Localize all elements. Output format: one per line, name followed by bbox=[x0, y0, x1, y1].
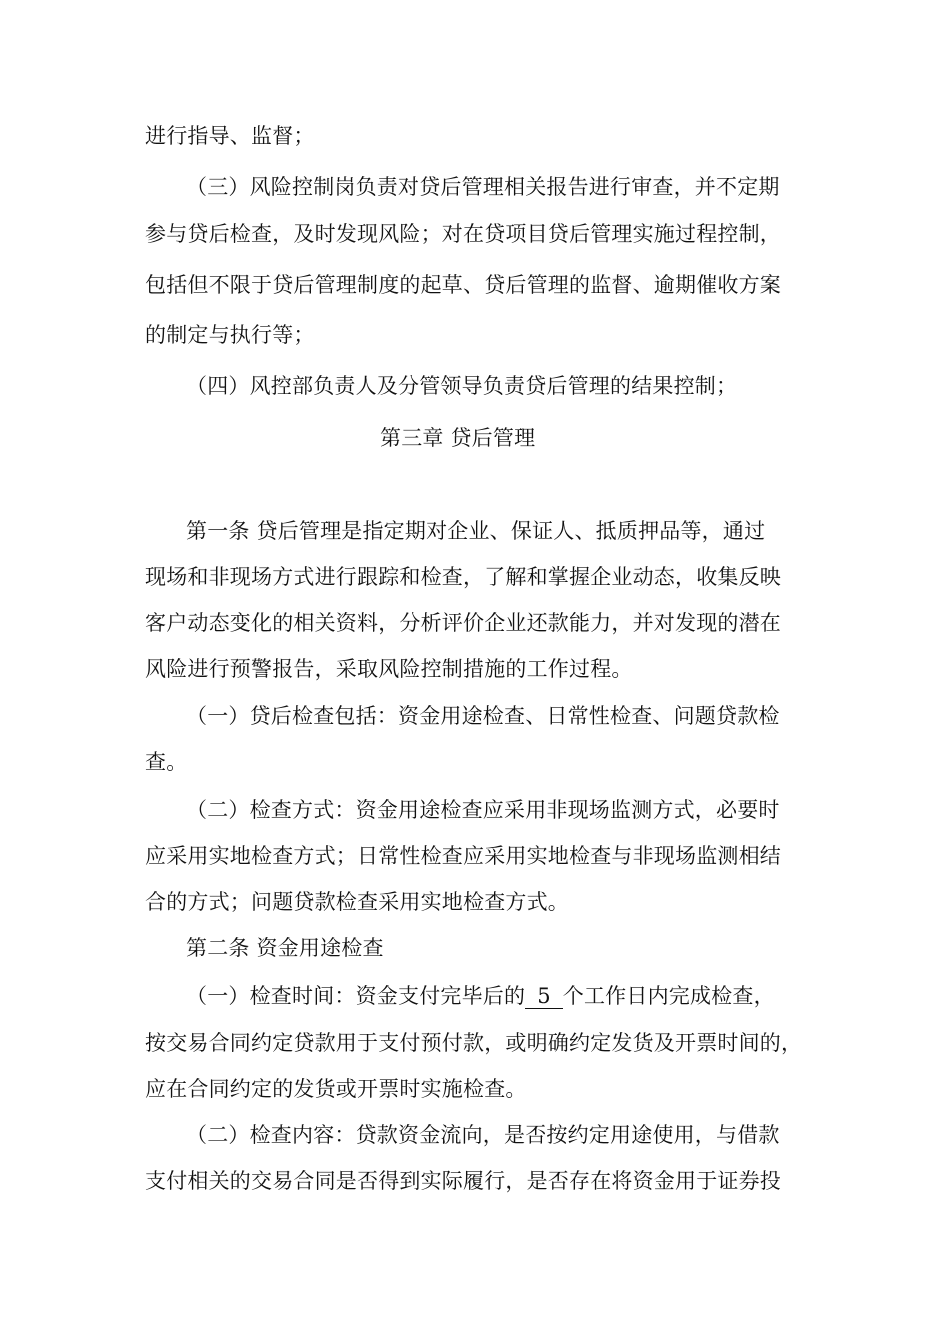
paragraph-line: （三）风险控制岗负责对贷后管理相关报告进行审查，并不定期 bbox=[186, 175, 780, 199]
paragraph-line: 查。 bbox=[145, 750, 188, 774]
article-heading: 第二条 资金用途检查 bbox=[186, 936, 384, 960]
paragraph-line: 支付相关的交易合同是否得到实际履行，是否存在将资金用于证券投 bbox=[145, 1169, 781, 1193]
paragraph-line: 客户动态变化的相关资料，分析评价企业还款能力，并对发现的潜在 bbox=[145, 611, 781, 635]
paragraph-line: 应在合同约定的发货或开票时实施检查。 bbox=[145, 1077, 527, 1101]
paragraph-line: 的制定与执行等； bbox=[145, 323, 315, 347]
paragraph-line: 合的方式；问题贷款检查采用实地检查方式。 bbox=[145, 890, 569, 914]
underlined-fill-value: 5 bbox=[525, 984, 563, 1009]
paragraph-line: 应采用实地检查方式；日常性检查应采用实地检查与非现场监测相结 bbox=[145, 844, 781, 868]
text-segment: （一）检查时间：资金支付完毕后的 bbox=[186, 984, 526, 1008]
paragraph-line: 包括但不限于贷后管理制度的起草、贷后管理的监督、逾期催收方案 bbox=[145, 273, 781, 297]
paragraph-line: 第一条 贷后管理是指定期对企业、保证人、抵质押品等，通过 bbox=[186, 519, 766, 543]
paragraph-line bbox=[186, 983, 775, 1009]
paragraph-line: （一）贷后检查包括：资金用途检查、日常性检查、问题贷款检 bbox=[186, 704, 780, 728]
paragraph-line: 按交易合同约定贷款用于支付预付款，或明确约定发货及开票时间的， bbox=[145, 1031, 803, 1055]
paragraph-line: （二）检查内容：贷款资金流向，是否按约定用途使用，与借款 bbox=[186, 1123, 780, 1147]
chapter-heading: 第三章 贷后管理 bbox=[380, 426, 536, 450]
paragraph-line: （四）风控部负责人及分管领导负责贷后管理的结果控制； bbox=[186, 374, 738, 398]
paragraph-line: 进行指导、监督； bbox=[145, 124, 315, 148]
paragraph-line: 风险进行预警报告，采取风险控制措施的工作过程。 bbox=[145, 657, 633, 681]
paragraph-line: 现场和非现场方式进行跟踪和检查，了解和掌握企业动态，收集反映 bbox=[145, 565, 781, 589]
paragraph-line: 参与贷后检查，及时发现风险；对在贷项目贷后管理实施过程控制， bbox=[145, 222, 781, 246]
text-segment: 个工作日内完成检查， bbox=[562, 984, 775, 1008]
paragraph-line: （二）检查方式：资金用途检查应采用非现场监测方式，必要时 bbox=[186, 798, 780, 822]
